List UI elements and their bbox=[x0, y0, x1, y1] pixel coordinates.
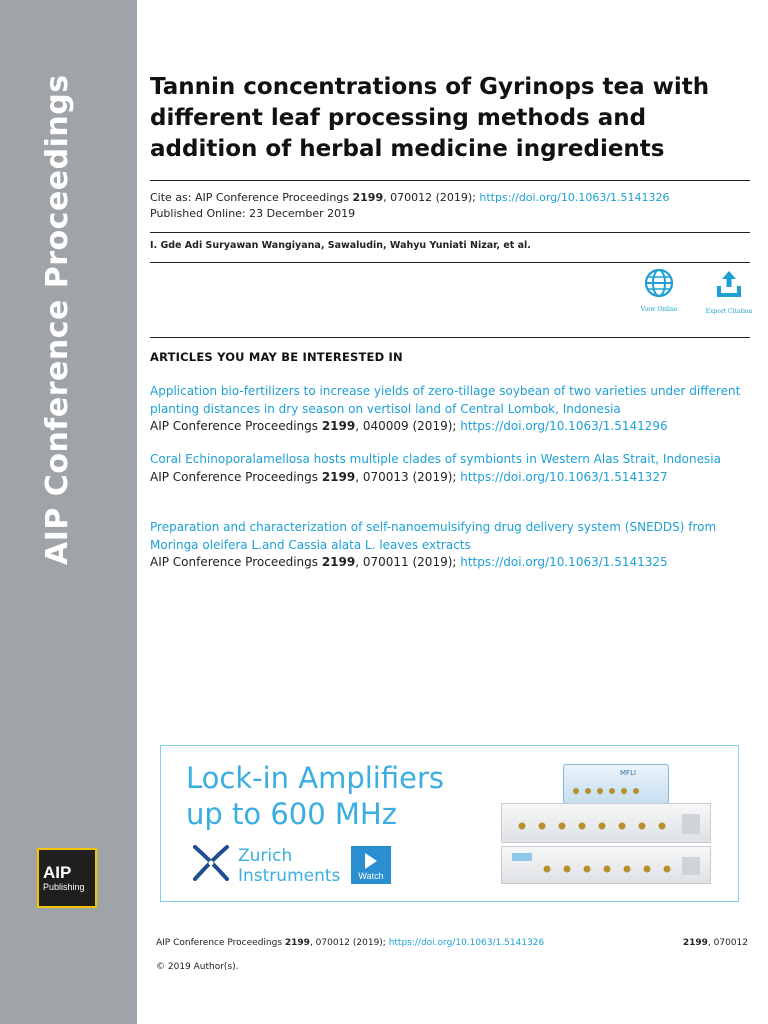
connector-icon bbox=[502, 847, 712, 885]
connector-icon bbox=[564, 765, 670, 805]
instrument-mfli bbox=[563, 764, 669, 804]
journal-name: AIP Conference Proceedings bbox=[40, 74, 75, 565]
logo-line1: AIP bbox=[43, 862, 72, 882]
export-citation-label: Export Citation bbox=[705, 308, 753, 315]
instrument-rack-upper bbox=[501, 803, 711, 843]
ad-headline-line1: Lock-in Amplifiers bbox=[186, 761, 444, 795]
page-number: , 070012 bbox=[707, 938, 748, 948]
cite-volume: 2199 bbox=[321, 419, 356, 433]
watch-button[interactable] bbox=[351, 846, 391, 884]
doi-link[interactable]: https://doi.org/10.1063/1.5141326 bbox=[388, 938, 545, 948]
cite-prefix: Cite as: AIP Conference Proceedings bbox=[150, 191, 353, 204]
export-icon bbox=[713, 268, 745, 300]
advertisement-banner[interactable] bbox=[160, 745, 739, 902]
logo-line2: Publishing bbox=[43, 881, 85, 892]
cite-volume: 2199 bbox=[352, 191, 384, 204]
play-icon bbox=[365, 853, 377, 869]
doi-link[interactable]: https://doi.org/10.1063/1.5141327 bbox=[460, 469, 668, 484]
related-article-cite bbox=[150, 469, 750, 487]
related-article-cite bbox=[150, 418, 750, 436]
globe-icon bbox=[644, 268, 674, 298]
related-article-cite bbox=[150, 554, 750, 572]
ad-brand-line2: Instruments bbox=[238, 866, 341, 886]
cite-prefix: AIP Conference Proceedings bbox=[150, 419, 322, 433]
cite-rest: , 070011 (2019); bbox=[355, 555, 461, 569]
footer-citation bbox=[156, 938, 544, 948]
copyright: © 2019 Author(s). bbox=[156, 962, 239, 972]
ad-headline bbox=[186, 760, 444, 832]
related-article-title[interactable]: Preparation and characterization of self-nanoemulsifying drug delivery system (SNEDDS) from Moringa oleifera L.and Cassia alata L. leaves extracts bbox=[150, 520, 717, 552]
paper-title: Tannin concentrations of Gyrinops tea with different leaf processing methods and addition of herbal medicine ingredients bbox=[150, 74, 710, 162]
cite-line bbox=[150, 190, 670, 206]
connector-icon bbox=[502, 804, 712, 844]
aip-publishing-logo[interactable] bbox=[37, 848, 97, 908]
related-articles-heading: ARTICLES YOU MAY BE INTERESTED IN bbox=[150, 350, 403, 364]
doi-link[interactable]: https://doi.org/10.1063/1.5141296 bbox=[460, 419, 668, 433]
related-article bbox=[150, 519, 750, 572]
cite-rest: , 070012 (2019); bbox=[309, 938, 389, 948]
cite-volume: 2199 bbox=[321, 555, 356, 569]
author-list: I. Gde Adi Suryawan Wangiyana, Sawaludin, Wahyu Yuniati Nizar, et al. bbox=[150, 240, 531, 251]
related-article bbox=[150, 451, 750, 486]
cite-prefix: AIP Conference Proceedings bbox=[156, 938, 285, 948]
cite-volume: 2199 bbox=[321, 469, 356, 484]
cite-prefix: AIP Conference Proceedings bbox=[150, 555, 322, 569]
divider bbox=[150, 262, 750, 263]
zurich-instruments-logo-icon bbox=[191, 843, 231, 883]
view-online-label: View Online bbox=[640, 306, 678, 313]
divider bbox=[150, 337, 750, 338]
device-label: MFLI bbox=[620, 769, 637, 777]
cite-rest: , 070012 (2019); bbox=[383, 191, 480, 204]
footer-page-id bbox=[683, 938, 748, 948]
instrument-rack-lower bbox=[501, 846, 711, 884]
related-article-title[interactable]: Application bio-fertilizers to increase yields of zero-tillage soybean of two varieties under different planting distances in dry season on vertisol land of Central Lombok, Indonesia bbox=[150, 384, 741, 416]
citation-block bbox=[150, 190, 670, 222]
ad-brand-name bbox=[238, 846, 340, 886]
ad-brand-line1: Zurich bbox=[238, 846, 293, 866]
related-article-title[interactable]: Coral Echinoporalamellosa hosts multiple clades of symbionts in Western Alas Strait, Indonesia bbox=[150, 452, 721, 466]
ad-headline-line2: up to 600 MHz bbox=[186, 797, 397, 831]
journal-sidebar bbox=[0, 0, 137, 1024]
doi-link[interactable]: https://doi.org/10.1063/1.5141326 bbox=[479, 191, 670, 204]
cite-rest: , 040009 (2019); bbox=[355, 419, 461, 433]
cite-rest: , 070013 (2019); bbox=[355, 469, 461, 484]
published-date: Published Online: 23 December 2019 bbox=[150, 207, 356, 220]
view-online-button[interactable] bbox=[631, 268, 687, 313]
page-volume: 2199 bbox=[682, 938, 708, 948]
doi-link[interactable]: https://doi.org/10.1063/1.5141325 bbox=[460, 555, 668, 569]
related-article bbox=[150, 383, 750, 436]
cite-prefix: AIP Conference Proceedings bbox=[150, 469, 322, 484]
divider bbox=[150, 180, 750, 181]
cite-volume: 2199 bbox=[284, 938, 310, 948]
divider bbox=[150, 232, 750, 233]
watch-label: Watch bbox=[358, 871, 384, 881]
export-citation-button[interactable] bbox=[701, 268, 757, 315]
